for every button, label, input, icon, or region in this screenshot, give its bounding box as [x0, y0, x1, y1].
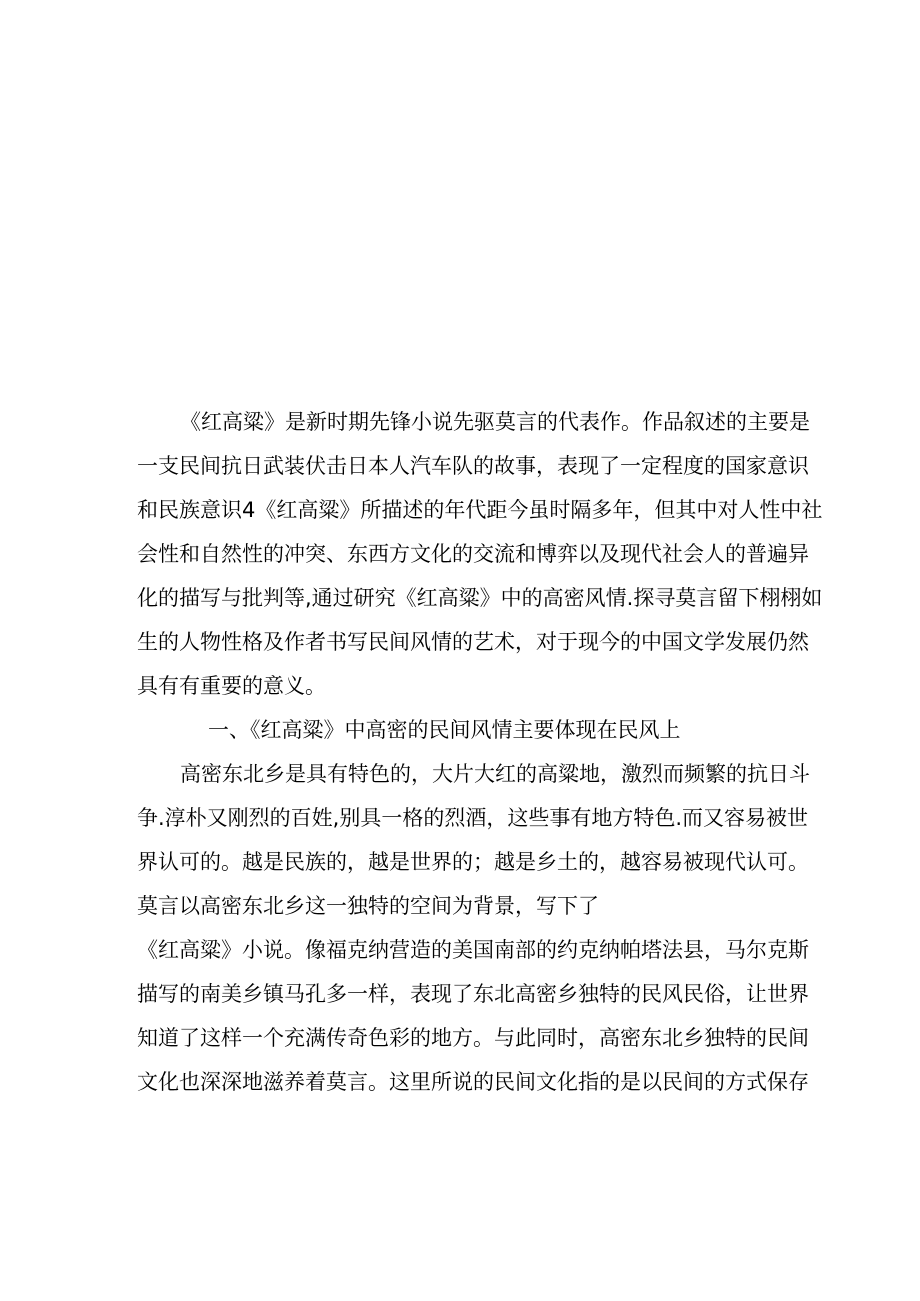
- paragraph-1-line-2: 一支民间抗日武装伏击日本人汽车队的故事，表现了一定程度的国家意识: [137, 454, 809, 478]
- section-heading: 一、《红高粱》中高密的民间风情主要体现在民风上: [208, 718, 681, 742]
- paragraph-2-line-2: 争.淳朴又刚烈的百姓,别具一格的烈酒，这些事有地方特色.而又容易被世: [137, 806, 809, 830]
- paragraph-1-line-6: 生的人物性格及作者书写民间风情的艺术，对于现今的中国文学发展仍然: [137, 630, 809, 654]
- paragraph-2-line-1: 高密东北乡是具有特色的，大片大红的高粱地，激烈而频繁的抗日斗: [180, 762, 810, 786]
- paragraph-2-line-4: 莫言以高密东北乡这一独特的空间为背景，写下了: [137, 894, 599, 918]
- paragraph-2-line-8: 文化也深深地滋养着莫言。这里所说的民间文化指的是以民间的方式保存: [137, 1070, 809, 1094]
- paragraph-1-line-4: 会性和自然性的冲突、东西方文化的交流和博弈以及现代社会人的普遍异: [137, 542, 809, 566]
- paragraph-1-line-7: 具有有重要的意义。: [137, 674, 326, 698]
- paragraph-2-line-6: 描写的南美乡镇马孔多一样，表现了东北高密乡独特的民风民俗，让世界: [137, 982, 809, 1006]
- paragraph-1-line-3: 和民族意识4《红高粱》所描述的年代距今虽时隔多年，但其中对人性中社: [137, 498, 823, 522]
- paragraph-2-line-7: 知道了这样一个充满传奇色彩的地方。与此同时，高密东北乡独特的民间: [137, 1026, 809, 1050]
- paragraph-1-line-1: 《红高粱》是新时期先锋小说先驱莫言的代表作。作品叙述的主要是: [180, 410, 810, 434]
- paragraph-2-line-3: 界认可的。越是民族的，越是世界的；越是乡土的，越容易被现代认可。: [137, 850, 809, 874]
- paragraph-2-line-5: 《红高粱》小说。像福克纳营造的美国南部的约克纳帕塔法县，马尔克斯: [137, 938, 809, 962]
- paragraph-1-line-5: 化的描写与批判等,通过研究《红高粱》中的高密风情.探寻莫言留下栩栩如: [137, 586, 823, 610]
